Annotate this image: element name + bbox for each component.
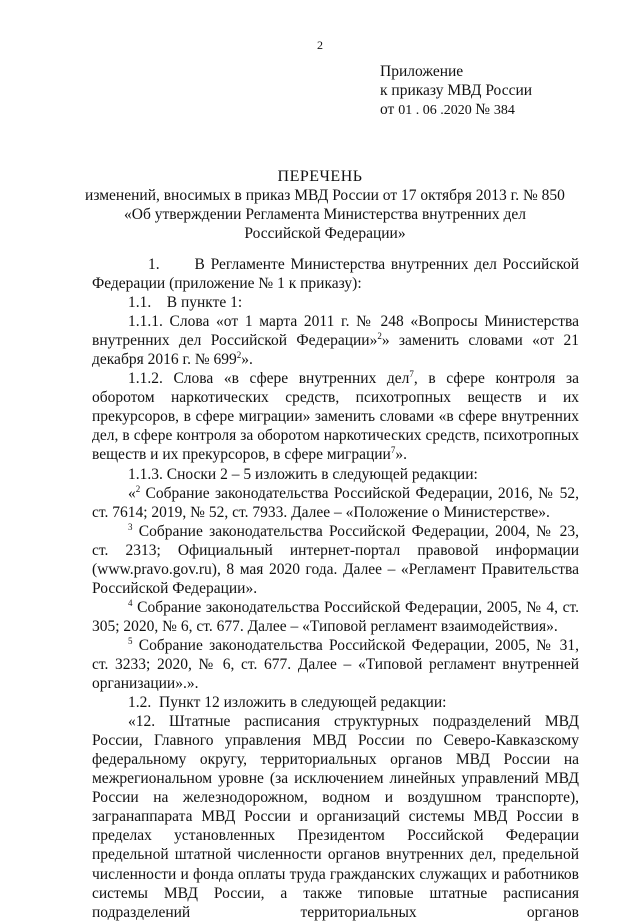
paragraph-1-1: 1.1. В пункте 1: bbox=[128, 294, 243, 312]
paragraph-text: , в сфере контроля за оборотом наркотических средств, психотропных веществ и их прекурсоров, в сфере миграции» заменить словами «в сфере внутренних дел, в сфере контроля за оборотом наркотических средств, психотропных веществ и их прекурсоров, в сфере миграции bbox=[92, 370, 579, 464]
document-body bbox=[92, 255, 583, 922]
paragraph-text: 1.1.1. Слова «от 1 марта 2011 г. № 248 «Вопросы Министерства внутренних дел Российской Федерации» bbox=[92, 313, 579, 350]
footnote-3 bbox=[92, 522, 579, 598]
footnote-ref: 7 bbox=[409, 369, 414, 380]
footnote-ref: 2 bbox=[135, 483, 141, 494]
subtitle-line-3: Российской Федерации» bbox=[244, 225, 406, 242]
footnote-5 bbox=[92, 636, 579, 693]
paragraph-text: ». bbox=[241, 351, 253, 369]
footnote-ref: 4 bbox=[128, 597, 133, 608]
document-title: ПЕРЕЧЕНЬ bbox=[277, 168, 363, 185]
footnote-ref: 2 bbox=[377, 331, 382, 342]
appendix-order-ref: к приказу МВД России bbox=[380, 82, 533, 99]
order-number-sign: № bbox=[475, 101, 494, 118]
footnote-ref: 5 bbox=[128, 635, 133, 646]
appendix-header bbox=[380, 62, 532, 120]
paragraph-1-1-2 bbox=[92, 369, 579, 464]
subtitle-line-1: изменений, вносимых в приказ МВД России от 17 октября 2013 г. № 850 bbox=[85, 187, 565, 204]
paragraph-text: Собрание законодательства Российской Федерации, 2004, № 23, ст. 2313; Официальный интернет-портал правовой информации (www.pravo.gov.ru), 8 мая 2020 года. Далее – «Регламент Правительства Российской Федерации». bbox=[92, 522, 579, 597]
subtitle-line-2: «Об утверждении Регламента Министерства внутренних дел bbox=[124, 206, 526, 223]
footnote-4 bbox=[92, 598, 579, 636]
paragraph-text: » заменить словами «от 21 декабря 2016 г. № 699 bbox=[92, 332, 579, 369]
footnote-ref: 3 bbox=[128, 521, 133, 532]
footnote-2 bbox=[92, 484, 579, 522]
appendix-order-date bbox=[380, 100, 532, 120]
appendix-label: Приложение bbox=[380, 63, 464, 80]
paragraph-1-2: 1.2. Пункт 12 изложить в следующей редакции: bbox=[128, 694, 447, 712]
paragraph-text: Собрание законодательства Российской Федерации, 2005, № 31, ст. 3233; 2020, № 6, ст. 677. Далее – «Типовой регламент внутренней организации».». bbox=[92, 636, 579, 693]
page-number: 2 bbox=[317, 38, 323, 52]
order-date-value: 01 . 06 .2020 bbox=[398, 103, 476, 118]
footnote-ref: 7 bbox=[390, 445, 396, 456]
paragraph-text: « bbox=[128, 484, 136, 502]
order-date-prefix: от bbox=[380, 101, 399, 118]
paragraph-1-1-1 bbox=[92, 312, 579, 369]
paragraph-12: «12. Штатные расписания структурных подразделений МВД России, Главного управления МВД России по Северо-Кавказскому федеральному округу, территориальных органов МВД России на межрегиональном уровне (за исключением линейных управлений МВД России на железнодорожном, водном и воздушном транспорте), загранаппарата МВД России и организаций системы МВД России в пределах установленных Президентом Российской Федерации предельной штатной численности органов внутренних дел, предельной численности и фонда оплаты труда гражданских служащих и работников системы МВД России, а также типовые штатные расписания подразделений территориальных органов bbox=[92, 713, 579, 921]
order-number-value: 384 bbox=[493, 103, 515, 118]
paragraph-text: Собрание законодательства Российской Федерации, 2016, № 52, ст. 7614; 2019, № 52, ст. 7933. Далее – «Положение о Министерстве». bbox=[92, 484, 579, 521]
paragraph-1: 1. В Регламенте Министерства внутренних дел Российской Федерации (приложение № 1 к приказу): bbox=[92, 256, 583, 293]
footnote-ref: 2 bbox=[236, 350, 242, 361]
paragraph-text: 1.1.2. Слова «в сфере внутренних дел bbox=[128, 370, 410, 388]
paragraph-text: Собрание законодательства Российской Федерации, 2005, № 4, ст. 305; 2020, № 6, ст. 677. Далее – «Типовой регламент взаимодействия». bbox=[92, 598, 579, 635]
paragraph-text: ». bbox=[395, 446, 407, 464]
document-subtitle bbox=[70, 186, 580, 243]
paragraph-1-1-3: 1.1.3. Сноски 2 – 5 изложить в следующей редакции: bbox=[128, 465, 478, 483]
